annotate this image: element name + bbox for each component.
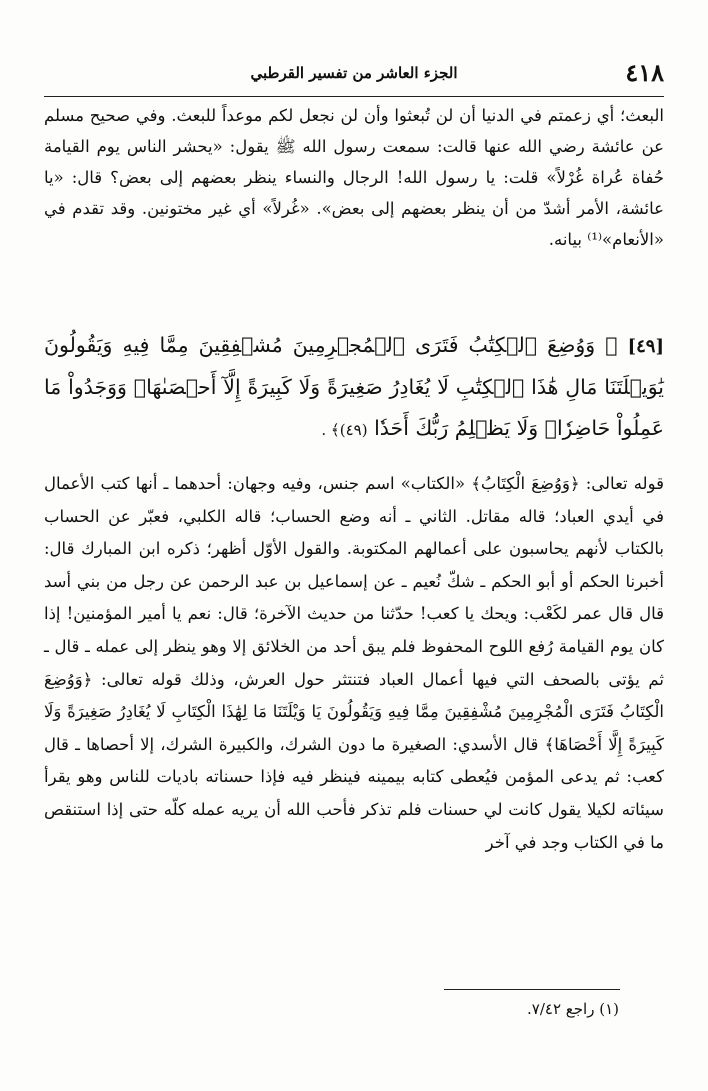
footnote: (١) راجع ٧/٤٢. (527, 1000, 619, 1018)
paragraph-commentary-main (44, 468, 664, 859)
verse-text: ﴿ وَوُضِعَ ٱلۡكِتَٰبُ فَتَرَى ٱلۡمُجۡرِمِينَ مُشۡفِقِينَ مِمَّا فِيهِ وَيَقُولُونَ يَٰوَيۡلَتَنَا مَالِ هَٰذَا ٱلۡكِتَٰبِ لَا يُغَادِرُ صَغِيرَةً وَلَا كَبِيرَةً إِلَّآ أَحۡصَىٰهَاۚ وَوَجَدُواْ مَا عَمِلُواْ حَاضِرٗاۗ وَلَا يَظۡلِمُ رَبُّكَ أَحَدٗا (44, 333, 664, 440)
paragraph-commentary-intro (44, 100, 664, 255)
footnote-divider (444, 989, 620, 990)
verse-end-mark: (٤٩)﴾ . (321, 421, 368, 439)
paragraph-text: قوله تعالى: ﴿وَوُضِعَ الْكِتَابُ﴾ «الكتاب» اسم جنس، وفيه وجهان: أحدهما ـ أنها كتب الأعمال في أيدي العباد؛ قاله مقاتل. الثاني ـ أنه وضع الحساب؛ قاله الكلبي، فعبّر عن الحساب بالكتاب لأنهم يحاسبون على أعمالهم المكتوبة. والقول الأوّل أظهر؛ ذكره ابن المبارك قال: أخبرنا الحكم أو أبو الحكم ـ شكّ نُعيم ـ عن إسماعيل بن عبد الرحمن عن رجل من بني أسد قال قال عمر لكَعْب: ويحك يا كعب! حدّثنا من حديث الآخرة؛ قال: نعم يا أمير المؤمنين! إذا كان يوم القيامة رُفع اللوح المحفوظ فلم يبق أحد من الخلائق إلا وهو ينظر إلى عمله ـ قال ـ ثم يؤتى بالصحف التي فيها أعمال العباد فتنتثر حول العرش، وذلك قوله تعالى: ﴿وَوُضِعَ الْكِتَابُ فَتَرَى الْمُجْرِمِينَ مُشْفِقِينَ مِمَّا فِيهِ وَيَقُولُونَ يَا وَيْلَتَنَا مَا لِهَٰذَا الْكِتَابِ لَا يُغَادِرُ صَغِيرَةً وَلَا كَبِيرَةً إِلَّا أَحْصَاهَا﴾ قال الأسدي: الصغيرة ما دون الشرك، والكبيرة الشرك، إلا أحصاها ـ قال كعب: ثم يدعى المؤمن فيُعطى كتابه بيمينه فينظر فيه فإذا حسناته باديات للناس وهو يقرأ سيئاته لكيلا يقول كانت لي حسنات فلم تذكر فأحب الله أن يريه عمله كلّه حتى إذا استنقص ما في الكتاب وجد في آخر (44, 474, 664, 852)
running-title: الجزء العاشر من تفسير القرطبي (250, 64, 458, 82)
page-number: ٤١٨ (625, 58, 664, 87)
verse-number: [٤٩] (627, 336, 664, 357)
quran-verse-block (44, 325, 664, 451)
page-header (44, 52, 664, 97)
paragraph-text: البعث؛ أي زعمتم في الدنيا أن لن تُبعثوا وأن لن نجعل لكم موعداً للبعث. وفي صحيح مسلم عن عائشة رضي الله عنها قالت: سمعت رسول الله ﷺ يقول: «يحشر الناس يوم القيامة حُفاة عُراة غُرْلاً» قلت: يا رسول الله! الرجال والنساء ينظر بعضهم إلى بعض؟ قال: «يا عائشة، الأمر أشدّ من أن ينظر بعضهم إلى بعض». «غُرلاً» أي غير مختونين. وقد تقدم في «الأنعام»⁽¹⁾ بيانه. (44, 106, 664, 249)
